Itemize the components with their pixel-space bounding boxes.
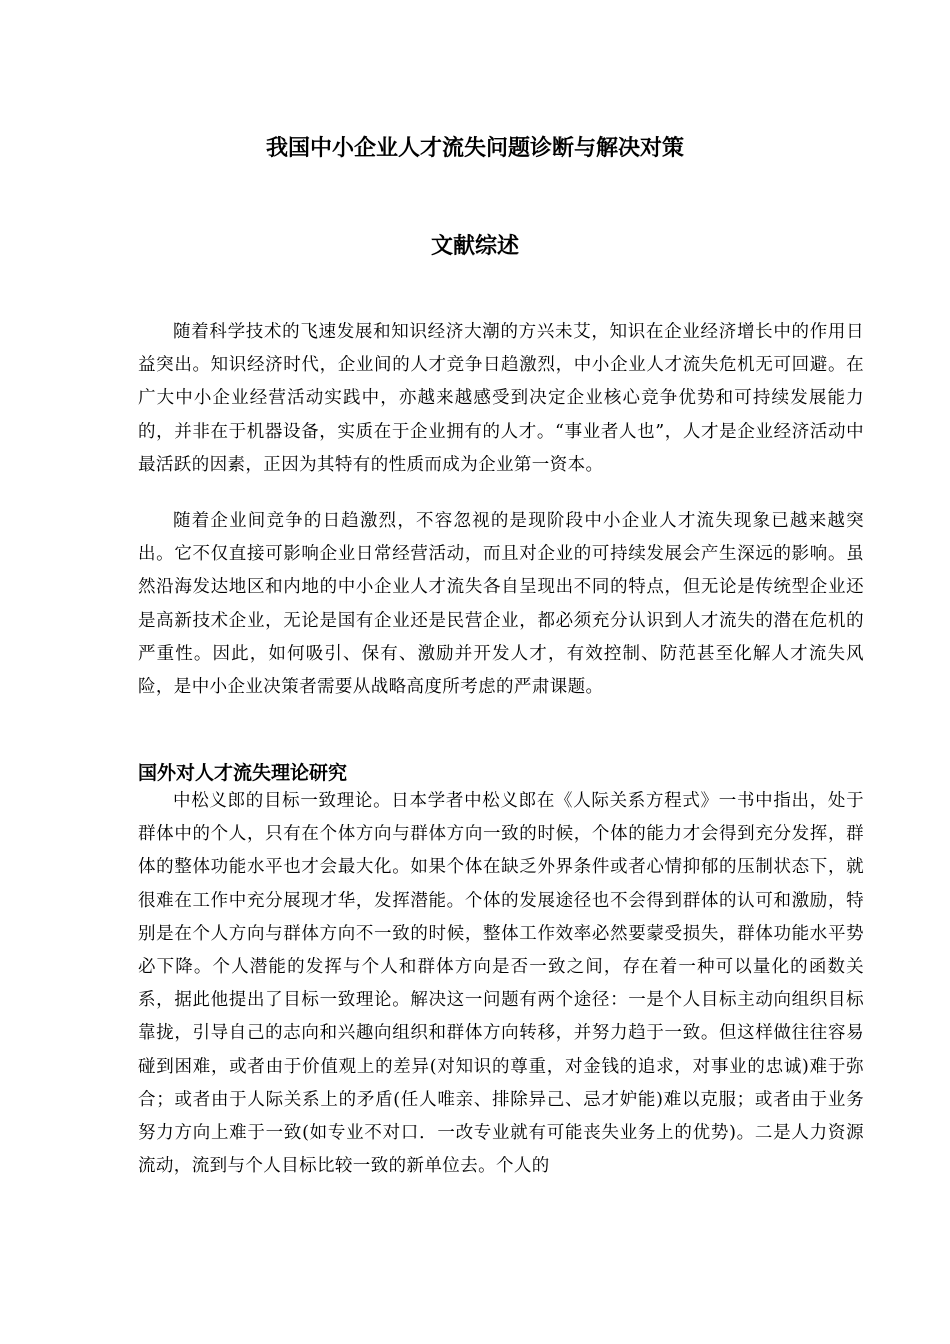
document-title: 我国中小企业人才流失问题诊断与解决对策 bbox=[265, 136, 684, 161]
document-subtitle: 文献综述 bbox=[430, 234, 519, 259]
paragraph-text: 随着企业间竞争的日趋激烈，不容忽视的是现阶段中小企业人才流失现象已越来越突出。它不仅直接可影响企业日常经营活动，而且对企业的可持续发展会产生深远的影响。虽然沿海发达地区和内地的中小企业人才流失各自呈现出不同的特点，但无论是传统型企业还是高新技术企业，无论是国有企业还是民营企业，都必须充分认识到人才流失的潜在危机的严重性。因此，如何吸引、保有、激励并开发人才，有效控制、防范甚至化解人才流失风险，是中小企业决策者需要从战略高度所考虑的严肃课题。 bbox=[138, 511, 864, 698]
paragraph-1 bbox=[138, 316, 864, 482]
section-heading: 国外对人才流失理论研究 bbox=[138, 762, 348, 784]
paragraph-2 bbox=[138, 505, 864, 704]
paragraph-text: 中松义郎的目标一致理论。日本学者中松义郎在《人际关系方程式》一书中指出，处于群体中的个人，只有在个体方向与群体方向一致的时候，个体的能力才会得到充分发挥，群体的整体功能水平也才会最大化。如果个体在缺乏外界条件或者心情抑郁的压制状态下，就很难在工作中充分展现才华，发挥潜能。个体的发展途径也不会得到群体的认可和激励，特别是在个人方向与群体方向不一致的时候，整体工作效率必然要蒙受损失，群体功能水平势必下降。个人潜能的发挥与个人和群体方向是否一致之间，存在着一种可以量化的函数关系，据此他提出了目标一致理论。解决这一问题有两个途径：一是个人目标主动向组织目标靠拢，引导自己的志向和兴趣向组织和群体方向转移，并努力趋于一致。但这样做往往容易碰到困难，或者由于价值观上的差异(对知识的尊重，对金钱的追求，对事业的忠诚)难于弥合；或者由于人际关系上的矛盾(任人唯亲、排除异己、忌才妒能)难以克服；或者由于业务努力方向上难于一致(如专业不对口．一改专业就有可能丧失业务上的优势)。二是人力资源流动，流到与个人目标比较一致的新单位去。个人的 bbox=[138, 791, 864, 1177]
section-paragraph bbox=[138, 785, 864, 1183]
paragraph-text: 随着科学技术的飞速发展和知识经济大潮的方兴未艾，知识在企业经济增长中的作用日益突出。知识经济时代，企业间的人才竞争日趋激烈，中小企业人才流失危机无可回避。在广大中小企业经营活动实践中，亦越来越感受到决定企业核心竞争优势和可持续发展能力的，并非在于机器设备，实质在于企业拥有的人才。“事业者人也”，人才是企业经济活动中最活跃的因素，正因为其特有的性质而成为企业第一资本。 bbox=[138, 322, 864, 475]
